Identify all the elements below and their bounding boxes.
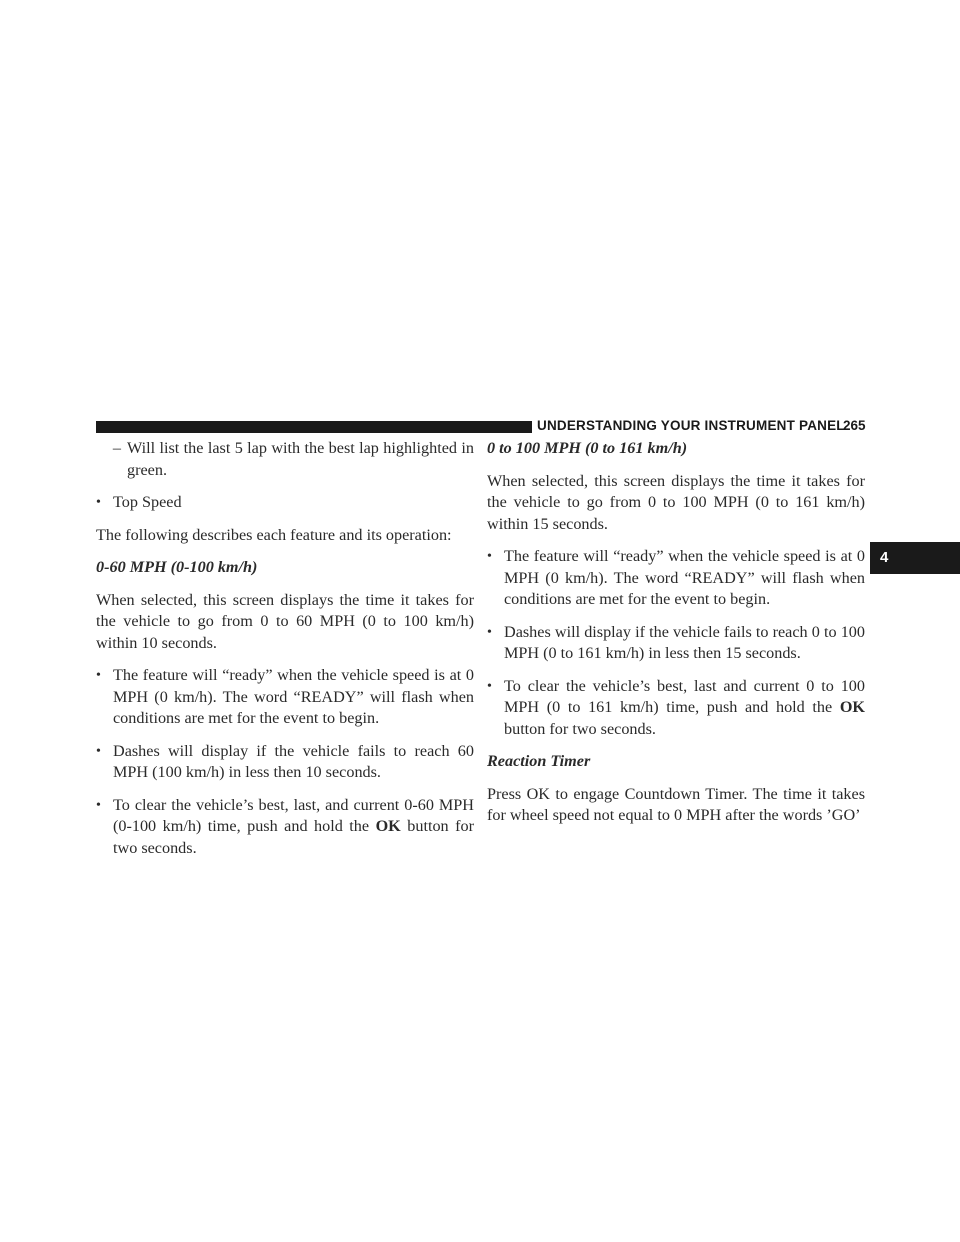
section-heading-reaction-timer: Reaction Timer: [487, 752, 591, 770]
bullet-item: [96, 741, 474, 784]
clear-text-after: button for two seconds.: [504, 719, 656, 738]
section-heading-0-60: 0-60 MPH (0-100 km/h): [96, 558, 258, 576]
bullet-icon: •: [96, 495, 101, 510]
section-heading-0-100: 0 to 100 MPH (0 to 161 km/h): [487, 439, 688, 457]
bullet-icon: •: [487, 549, 492, 564]
bullet-text: The feature will “ready” when the vehicle speed is at 0 MPH (0 km/h). The word “READY” will flash when conditions are met for the event to begin.: [504, 547, 865, 608]
bullet-item: [487, 546, 865, 611]
page-number: 265: [843, 418, 866, 433]
dash-marker: –: [112, 439, 121, 457]
bullet-text: [113, 795, 474, 860]
ok-button-label: OK: [375, 817, 401, 835]
bullet-text: Top Speed: [113, 493, 182, 511]
header-rule: [96, 421, 532, 433]
section-paragraph-0-100: When selected, this screen displays the time it takes for the vehicle to go from 0 to 100 MPH (0 to 161 km/h) within 15 seconds.: [487, 471, 865, 533]
dash-item-text: Will list the last 5 lap with the best lap highlighted in green.: [127, 439, 474, 479]
clear-text-before: To clear the vehicle’s best, last, and current 0-60 MPH (0-100 km/h) time, push and hold the: [113, 795, 474, 835]
left-column: [96, 438, 474, 870]
bullet-icon: •: [96, 668, 101, 683]
bullet-icon: •: [487, 624, 492, 640]
bullet-item: [487, 622, 865, 665]
bullet-icon: •: [96, 743, 101, 759]
bullet-text: The feature will “ready” when the vehicle speed is at 0 MPH (0 km/h). The word “READY” will flash when conditions are met for the event to begin.: [113, 666, 474, 727]
section-paragraph-0-60: When selected, this screen displays the time it takes for the vehicle to go from 0 to 60 MPH (0 to 100 km/h) within 10 seconds.: [96, 590, 474, 652]
chapter-tab: 4: [870, 542, 960, 574]
clear-text-after: button for two seconds.: [113, 817, 474, 857]
bullet-item: [96, 665, 474, 730]
bullet-text: Dashes will display if the vehicle fails to reach 0 to 100 MPH (0 to 161 km/h) in less then 15 seconds.: [504, 622, 865, 662]
bullet-item-top-speed: [96, 492, 474, 514]
ok-button-label: OK: [839, 698, 865, 716]
bullet-text: Dashes will display if the vehicle fails to reach 60 MPH (100 km/h) in less then 10 seconds.: [113, 741, 474, 781]
section-paragraph-reaction-timer: Press OK to engage Countdown Timer. The time it takes for wheel speed not equal to 0 MPH after the words ’GO’: [487, 784, 865, 824]
right-column: [487, 438, 865, 838]
features-intro: The following describes each feature and its operation:: [96, 525, 452, 544]
clear-text-before: To clear the vehicle’s best, last and current 0 to 100 MPH (0 to 161 km/h) time, push and hold the: [504, 676, 865, 716]
running-header-title: UNDERSTANDING YOUR INSTRUMENT PANEL: [537, 418, 845, 433]
bullet-text: [504, 676, 865, 741]
dash-list-item: [96, 438, 474, 481]
bullet-item-clear: [487, 676, 865, 741]
bullet-icon: •: [96, 797, 101, 813]
bullet-icon: •: [487, 678, 492, 694]
bullet-item-clear: [96, 795, 474, 860]
